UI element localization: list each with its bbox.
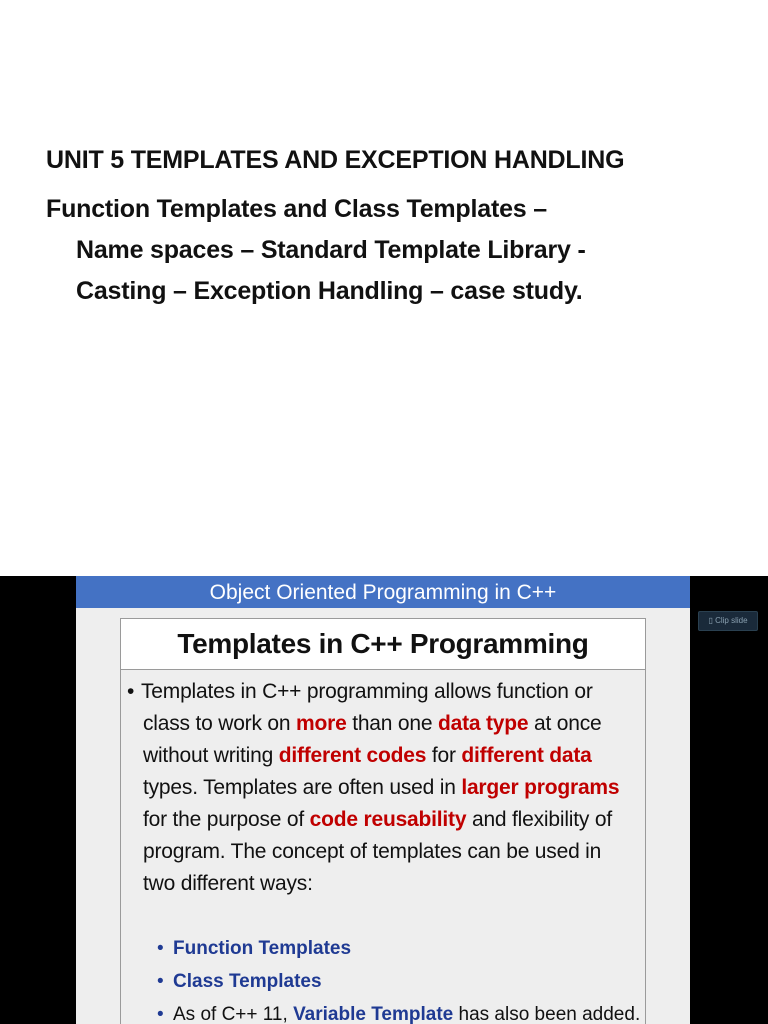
topics-line-1: Function Templates and Class Templates – [46,195,547,223]
clip-icon: ▯ [708,616,716,625]
para-text: than one [346,712,438,735]
course-header: Object Oriented Programming in C++ [76,576,690,608]
para-text: for the purpose of [143,808,310,831]
slide-content [76,608,690,1024]
para-text: types. Templates are often used in [143,776,462,799]
para-text: for [426,744,462,767]
list-item-function-templates: Function Templates [173,938,352,959]
bullet-icon: • [157,971,164,992]
bullet-icon: • [157,938,164,959]
para-text: class to work on [143,712,296,735]
slide-body [120,669,646,1024]
list-item-variable-template: Variable Template [293,1004,454,1024]
para-text: without writing [143,744,279,767]
para-text: and flexibility of [466,808,612,831]
para-text: at once [528,712,602,735]
slide-title: Templates in C++ Programming [120,618,646,670]
clip-slide-label: Clip slide [715,616,748,625]
para-line-1: Templates in C++ programming allows function or [141,680,593,703]
description-paragraph [127,676,641,900]
highlight-different-data: different data [461,744,592,767]
list-item-text: As of C++ 11, [173,1004,294,1024]
highlight-different-codes: different codes [278,744,427,767]
list-item [157,998,640,1024]
highlight-data-type: data type [437,712,529,735]
highlight-code-reusability: code reusability [309,808,467,831]
template-types-list [157,932,640,1024]
unit-title: UNIT 5 TEMPLATES AND EXCEPTION HANDLING [46,146,625,174]
para-line-7: two different ways: [143,872,313,895]
list-item [157,965,640,998]
para-line-6: program. The concept of templates can be used in [143,840,602,863]
list-item-class-templates: Class Templates [173,971,322,992]
bullet-icon: • [157,1004,164,1024]
list-item [157,932,640,965]
bullet-icon: • [127,680,135,703]
clip-slide-button[interactable] [698,611,758,631]
topics-list [46,194,746,317]
video-frame [0,576,768,1024]
topics-line-2: Name spaces – Standard Template Library - [76,236,586,264]
highlight-larger-programs: larger programs [461,776,620,799]
list-item-text: has also been added. [453,1004,641,1024]
topics-line-3: Casting – Exception Handling – case study. [76,277,583,305]
highlight-more: more [296,712,347,735]
